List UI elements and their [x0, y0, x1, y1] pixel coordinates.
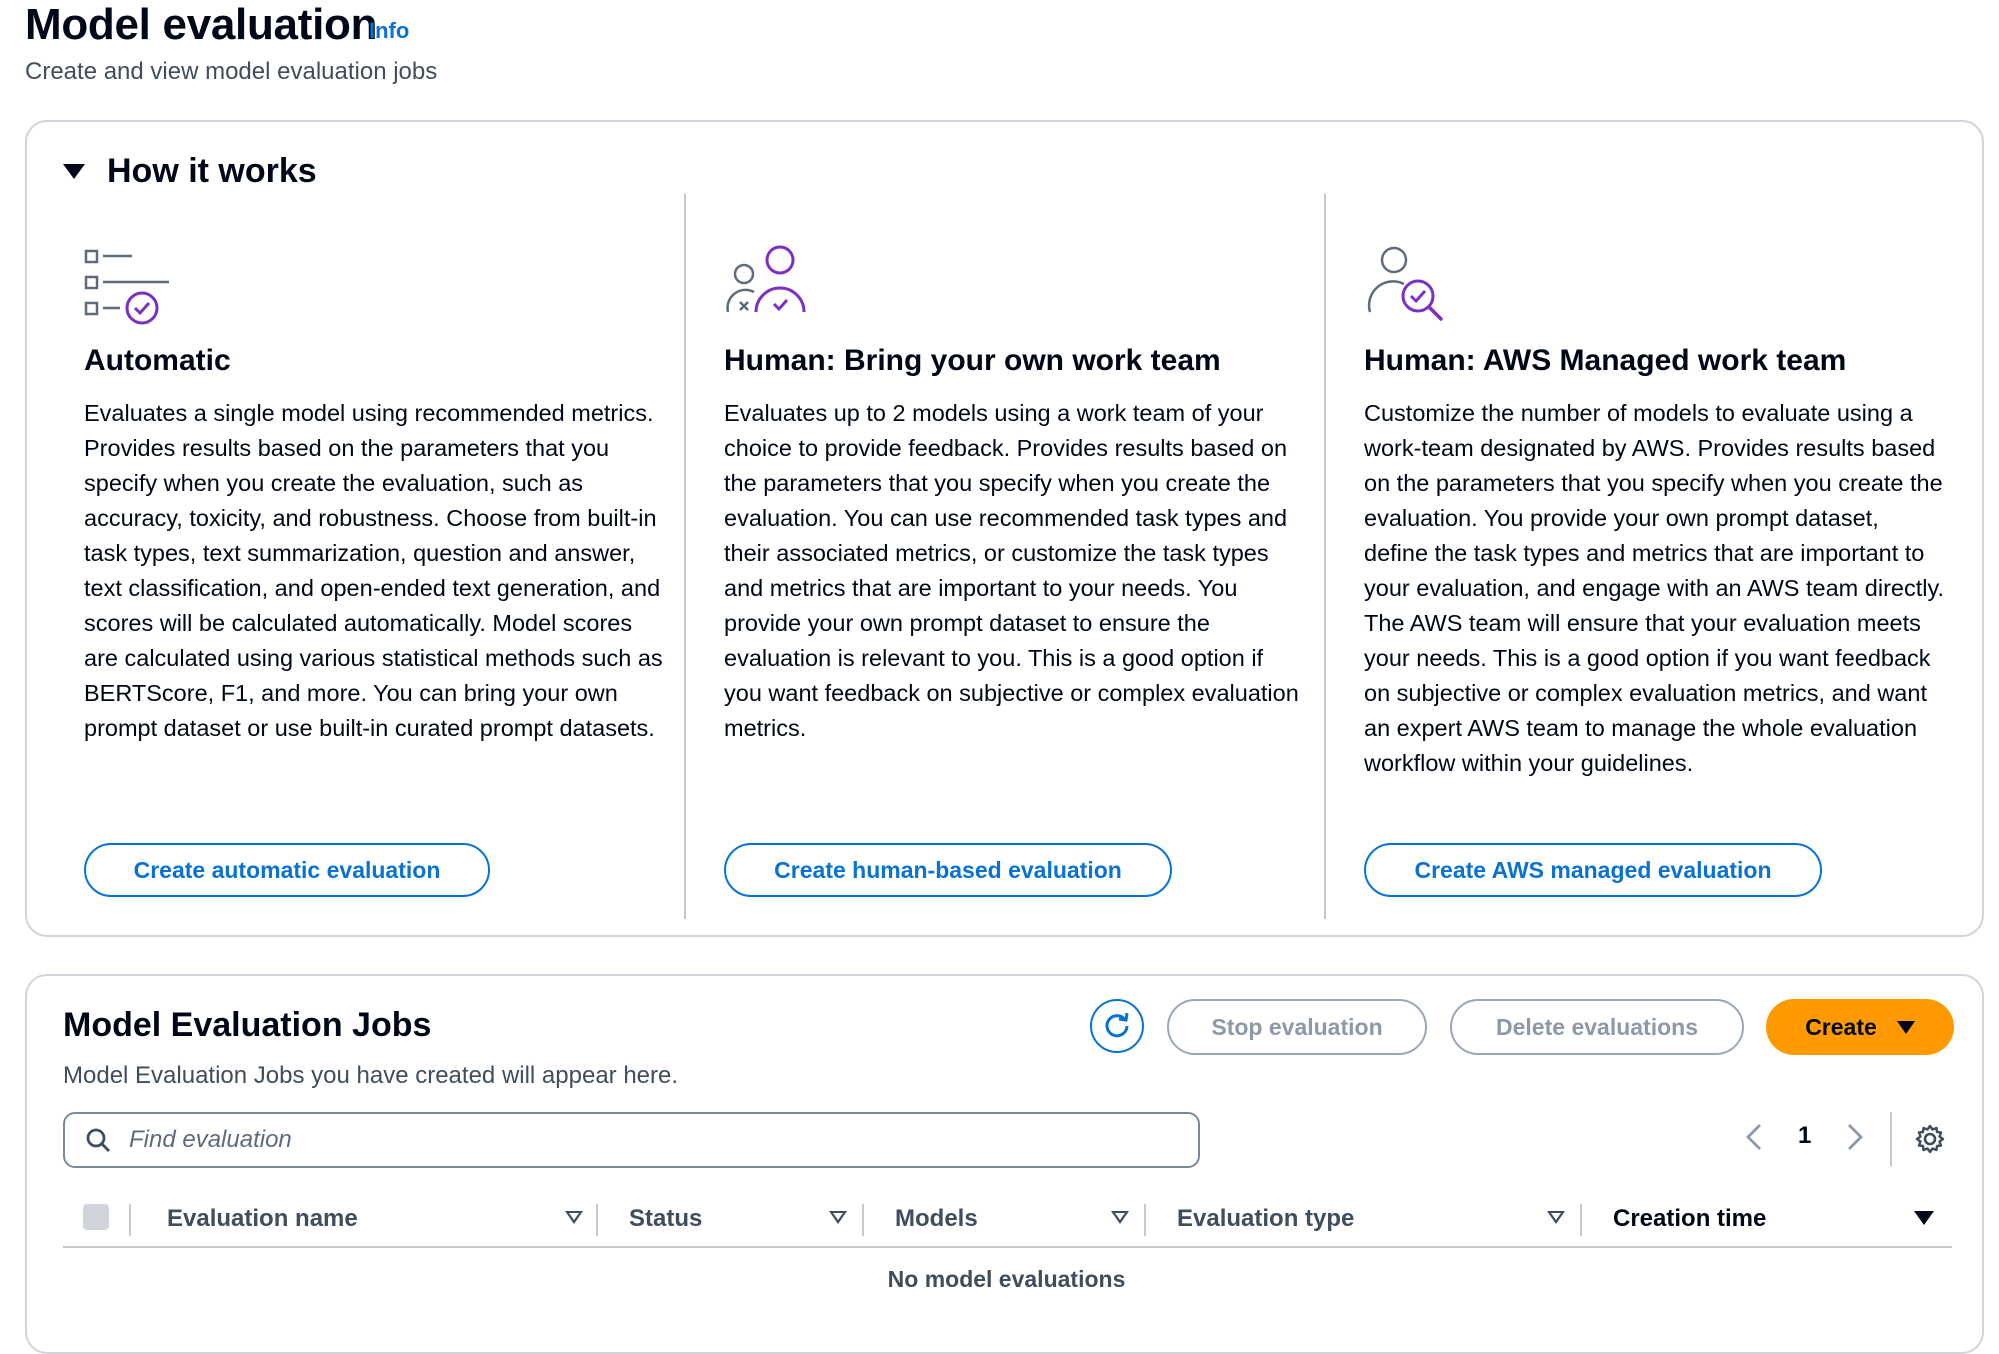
refresh-button[interactable]	[1090, 999, 1144, 1053]
human-own-team-title: Human: Bring your own work team	[724, 344, 1221, 377]
delete-evaluations-button[interactable]: Delete evaluations	[1450, 999, 1744, 1055]
stop-evaluation-button[interactable]: Stop evaluation	[1167, 999, 1427, 1055]
info-link[interactable]: Info	[369, 18, 410, 43]
page-subtitle: Create and view model evaluation jobs	[25, 58, 438, 85]
select-all-checkbox[interactable]	[83, 1204, 109, 1230]
caret-down-icon	[63, 164, 85, 179]
search-icon	[85, 1127, 111, 1153]
column-resizer[interactable]	[862, 1204, 864, 1236]
column-divider	[684, 194, 686, 919]
column-resizer[interactable]	[596, 1204, 598, 1236]
column-resizer[interactable]	[1580, 1204, 1582, 1236]
create-human-based-evaluation-button[interactable]: Create human-based evaluation	[724, 843, 1172, 897]
people-review-icon	[724, 236, 814, 326]
human-managed-team-title: Human: AWS Managed work team	[1364, 344, 1847, 377]
search-input[interactable]	[127, 1125, 1131, 1155]
jobs-title: Model Evaluation Jobs	[63, 1006, 432, 1044]
chevron-right-icon[interactable]	[1845, 1122, 1865, 1152]
create-dropdown-button[interactable]	[1766, 999, 1954, 1055]
refresh-icon	[1101, 1010, 1133, 1042]
caret-down-icon	[1897, 1021, 1915, 1034]
gear-icon[interactable]	[1915, 1124, 1945, 1154]
column-header-creation-time[interactable]: Creation time	[1613, 1205, 1767, 1232]
model-evaluation-jobs-panel	[25, 974, 1984, 1354]
how-it-works-title: How it works	[107, 152, 317, 190]
column-header-models[interactable]: Models	[895, 1205, 978, 1232]
sort-icon[interactable]	[565, 1211, 583, 1224]
human-own-team-description: Evaluates up to 2 models using a work team of your choice to provide feedback. Provides results based on the parameters that you specify when you create the evaluation. You can use recommended task types and their associated metrics, or customize the task types and metrics that are important to your needs. You provide your own prompt dataset to ensure the evaluation is relevant to you. This is a good option if you want feedback on subjective or complex evaluation metrics.	[724, 400, 1299, 741]
sort-icon[interactable]	[1111, 1211, 1129, 1224]
how-it-works-toggle[interactable]	[63, 152, 317, 191]
how-it-works-panel	[25, 120, 1984, 937]
checklist-icon	[84, 236, 174, 326]
pagination-divider	[1890, 1112, 1892, 1166]
column-divider	[1324, 194, 1326, 919]
automatic-description: Evaluates a single model using recommended metrics. Provides results based on the parameters that you specify when you create the evaluation, such as accuracy, toxicity, and robustness. Choose from built-in task types, text summarization, question and answer, text classification, and open-ended text generation, and scores will be calculated automatically. Model scores are calculated using various statistical methods such as BERTScore, F1, and more. You can bring your own prompt dataset or use built-in curated prompt datasets.	[84, 400, 663, 741]
jobs-subtitle: Model Evaluation Jobs you have created will appear here.	[63, 1062, 679, 1089]
page-number[interactable]: 1	[1798, 1122, 1812, 1149]
sort-icon[interactable]	[1547, 1211, 1565, 1224]
create-aws-managed-evaluation-button[interactable]: Create AWS managed evaluation	[1364, 843, 1822, 897]
column-header-evaluation-name[interactable]: Evaluation name	[167, 1205, 358, 1232]
create-button-label: Create	[1805, 1013, 1877, 1040]
table-header	[63, 1186, 1952, 1248]
sort-descending-icon[interactable]	[1914, 1211, 1934, 1225]
column-header-evaluation-type[interactable]: Evaluation type	[1177, 1205, 1355, 1232]
chevron-left-icon[interactable]	[1744, 1122, 1764, 1152]
column-header-status[interactable]: Status	[629, 1205, 703, 1232]
column-resizer[interactable]	[1144, 1204, 1146, 1236]
empty-state-message: No model evaluations	[887, 1266, 1126, 1292]
user-search-icon	[1364, 236, 1454, 326]
column-resizer[interactable]	[129, 1204, 131, 1236]
page-title: Model evaluation	[25, 0, 378, 49]
human-managed-team-description: Customize the number of models to evaluate using a work-team designated by AWS. Provides results based on the parameters that you specify when you create the evaluation. You provide your own prompt dataset, define the task types and metrics that are important to your evaluation, and engage with an AWS team directly. The AWS team will ensure that your evaluation meets your needs. This is a good option if you want feedback on subjective or complex evaluation metrics, and want an expert AWS team to manage the whole evaluation workflow within your guidelines.	[1364, 400, 1944, 776]
create-automatic-evaluation-button[interactable]: Create automatic evaluation	[84, 843, 490, 897]
search-field[interactable]	[63, 1112, 1200, 1168]
automatic-title: Automatic	[84, 344, 231, 377]
sort-icon[interactable]	[829, 1211, 847, 1224]
